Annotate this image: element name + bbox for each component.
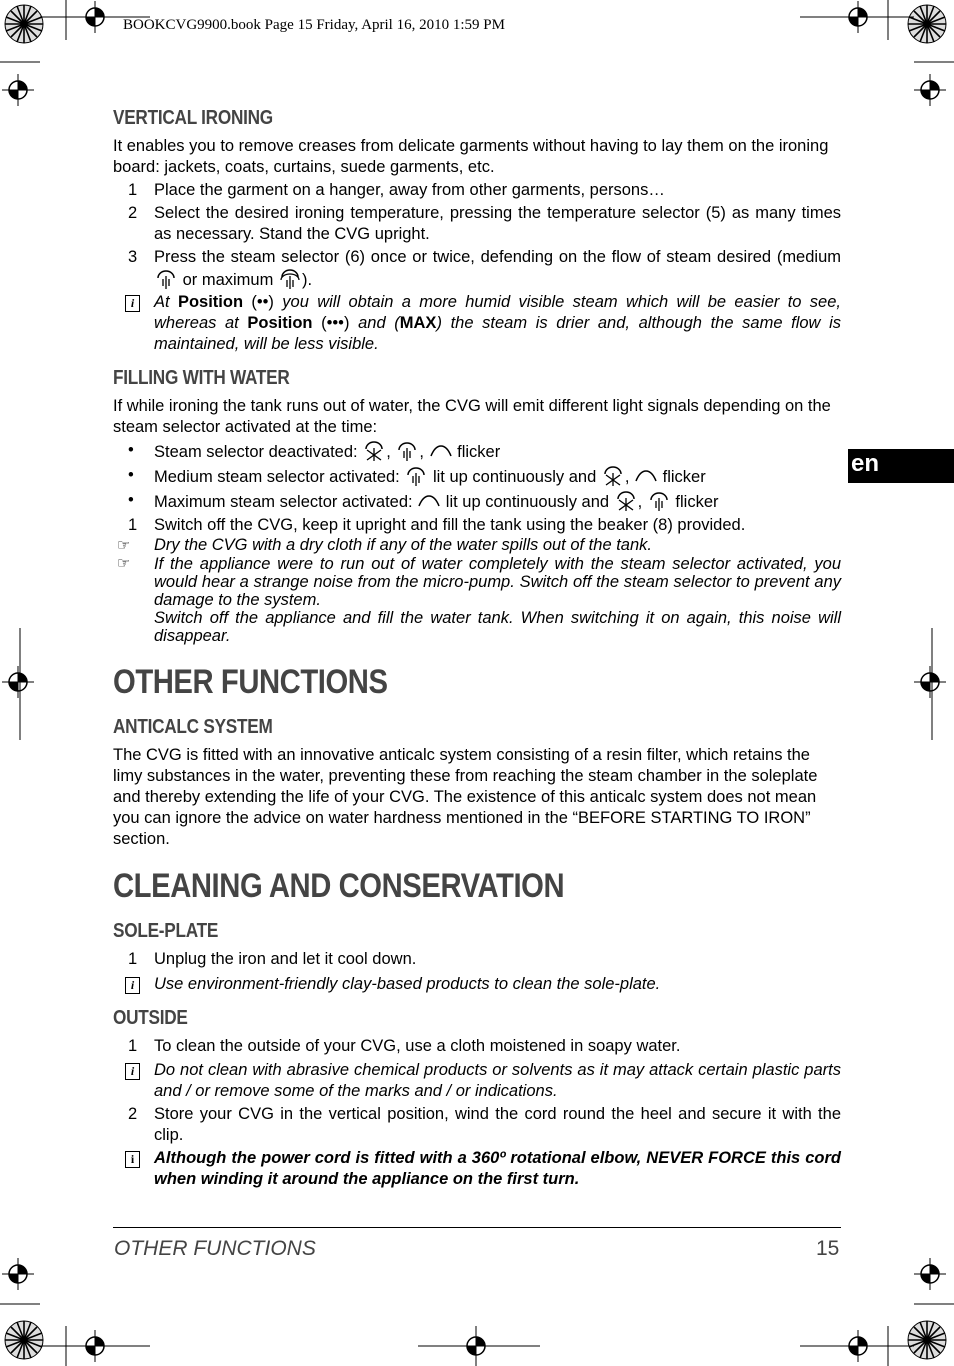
info-note: i At Position (••) you will obtain a more humid visible steam which will be easier to see, whereas at Position (•••) and (MAX) the steam is drier and, although the same flow is maintained, will be less visible. (113, 292, 841, 355)
list-item: 3 Press the steam selector (6) once or twice, defending on the flow of steam desired (medium or maximum ). (128, 248, 841, 289)
dry-steam-icon (614, 490, 638, 512)
list-item: • Medium steam selector activated: lit up continuously and , flicker (128, 466, 706, 486)
medium-steam-icon (404, 465, 428, 487)
info-icon: i (125, 977, 140, 994)
pointing-hand-icon: ☞ (117, 537, 131, 554)
language-tab: en (848, 449, 954, 483)
footer-section: OTHER FUNCTIONS (114, 1237, 316, 1260)
outside-heading: OUTSIDE (113, 1007, 188, 1029)
info-note: i Use environment-friendly clay-based products to clean the sole-plate. (113, 974, 841, 995)
filling-heading: FILLING WITH WATER (113, 367, 290, 389)
list-item: 1 To clean the outside of your CVG, use a cloth moistened in soapy water. (128, 1037, 681, 1055)
vertical-intro: It enables you to remove creases from delicate garments without having to lay them on the ironing board: jackets, coats, curtains, suede garments, etc. (113, 137, 829, 176)
page-number: 15 (816, 1237, 840, 1260)
iron-icon (417, 490, 441, 512)
pointing-hand-icon: ☞ (117, 555, 131, 572)
medium-steam-icon (154, 268, 178, 290)
info-icon: i (125, 1063, 140, 1080)
list-item: • Maximum steam selector activated: lit up continuously and , flicker (128, 491, 719, 511)
list-item: 1 Unplug the iron and let it cool down. (128, 950, 417, 968)
list-item: 1 Switch off the CVG, keep it upright and fill the tank using the beaker (8) provided. (128, 516, 746, 534)
other-functions-heading: OTHER FUNCTIONS (113, 663, 388, 701)
vertical-ironing-heading: VERTICAL IRONING (113, 107, 273, 129)
info-icon: i (125, 295, 140, 312)
page-content (113, 104, 841, 1190)
list-item: 2 Select the desired ironing temperature, pressing the temperature selector (5) as many times as necessary. Stand the CVG upright. (128, 204, 841, 243)
info-note: i Do not clean with abrasive chemical products or solvents as it may attack certain plastic parts and / or remove some of the marks and / or indications. (113, 1060, 841, 1102)
anticalc-heading: ANTICALC SYSTEM (113, 716, 273, 738)
dry-steam-icon (601, 465, 625, 487)
anticalc-text: The CVG is fitted with an innovative anticalc system consisting of a resin filter, which retains the limy substances in the water, preventing these from reaching the steam chamber in the soleplate and thereby extending the life of your CVG. The existence of this anticalc system does not mean you can ignore the advice on water hardness mentioned in the “BEFORE STARTING TO IRON” section. (113, 746, 818, 848)
print-header: BOOKCVG9900.book Page 15 Friday, April 16, 2010 1:59 PM (123, 17, 505, 33)
maximum-steam-icon (278, 268, 302, 290)
sole-plate-heading: SOLE-PLATE (113, 920, 219, 942)
list-item: 2 Store your CVG in the vertical position, wind the cord round the heel and secure it with the clip. (128, 1105, 841, 1144)
medium-steam-icon (395, 440, 419, 462)
cleaning-heading: CLEANING AND CONSERVATION (113, 867, 565, 905)
medium-steam-icon (647, 490, 671, 512)
footer-rule (113, 1227, 841, 1228)
warning-note: ☞ Dry the CVG with a dry cloth if any of the water spills out of the tank. (113, 536, 841, 555)
warning-note: ☞ If the appliance were to run out of water completely with the steam selector activated, you would hear a strange noise from the micro-pump. Switch off the steam selector to prevent any damage to the system. Switch off the appliance and fill the water tank. When switching it on again, this noise will disappear. (113, 555, 841, 645)
filling-intro: If while ironing the tank runs out of water, the CVG will emit different light signals depending on the steam selector activated at the time: (113, 397, 831, 436)
iron-icon (634, 465, 658, 487)
info-icon: i (125, 1151, 140, 1168)
list-item: 1 Place the garment on a hanger, away from other garments, persons… (128, 181, 665, 199)
info-note: i Although the power cord is fitted with a 360º rotational elbow, NEVER FORCE this cord when winding it around the appliance on the first turn. (113, 1148, 841, 1190)
dry-steam-icon (362, 440, 386, 462)
list-item: • Steam selector deactivated: , , flicker (128, 441, 501, 461)
iron-icon (429, 440, 453, 462)
